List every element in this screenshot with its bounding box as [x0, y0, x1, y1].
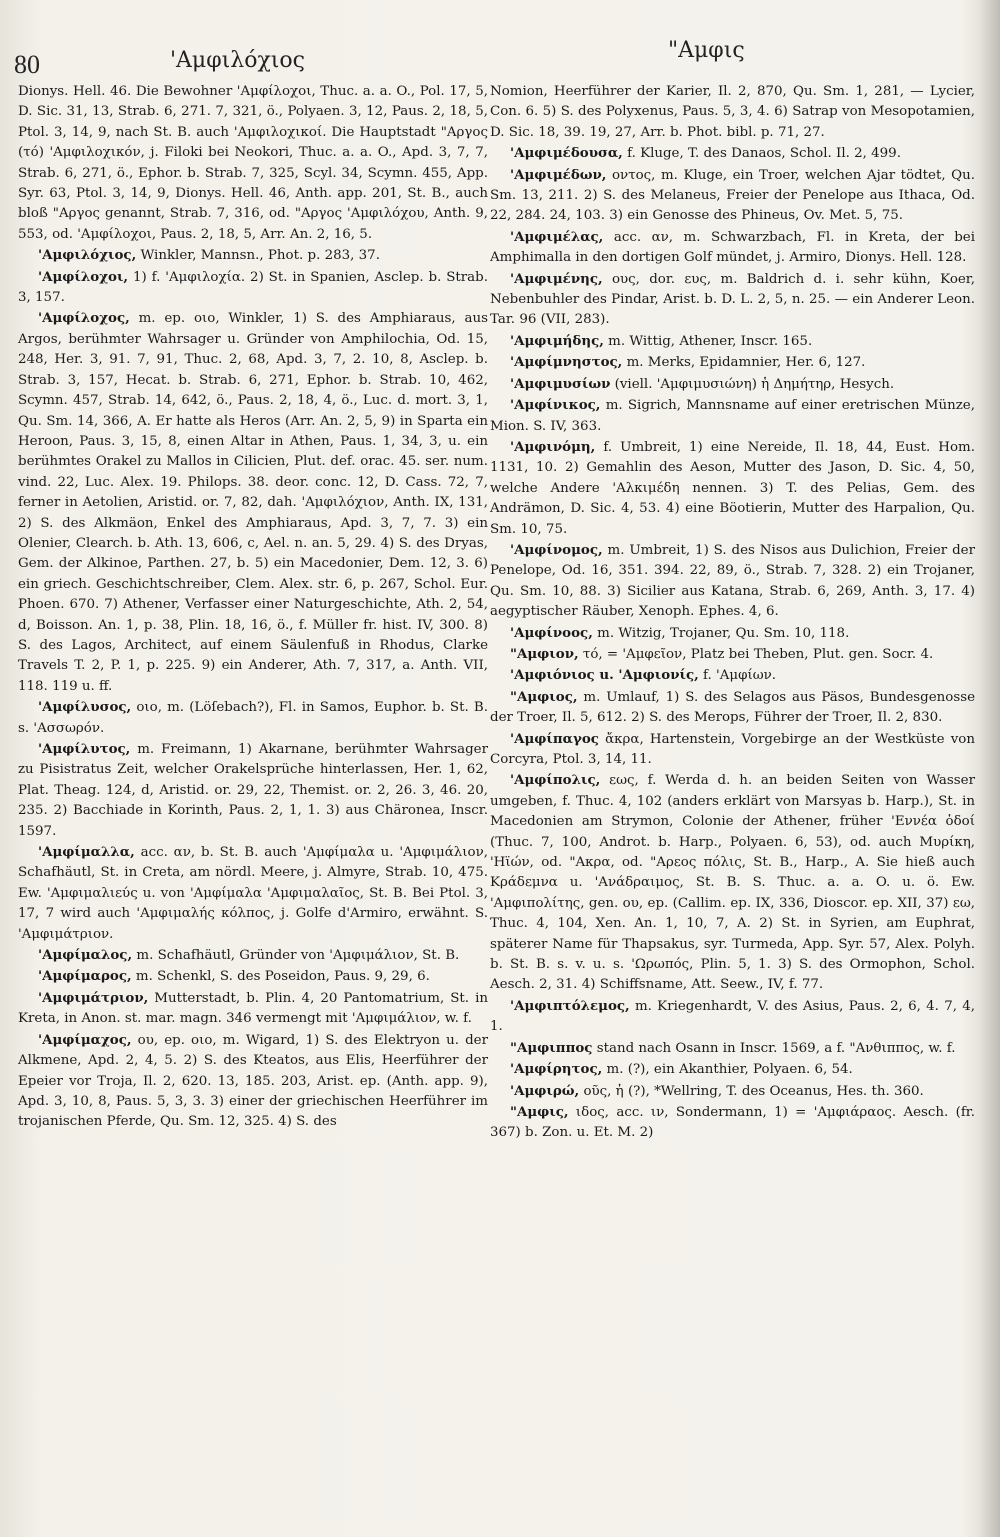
entry-body: m. Kriegenhardt, V. des Asius, Paus. 2, 6, 4. 7, 4, 1.: [490, 998, 975, 1035]
entry-headword: "Αμφις,: [510, 1103, 569, 1120]
entry-headword: 'Αμφίνομος,: [510, 541, 603, 558]
entry-body: οῦς, ἡ (?), *Wellring, T. des Oceanus, Hes. th. 360.: [579, 1083, 924, 1099]
entry-body: m. Witzig, Trojaner, Qu. Sm. 10, 118.: [592, 625, 850, 641]
page-number: 80: [14, 50, 40, 79]
entry-headword: 'Αμφίνοος,: [510, 624, 593, 641]
entry-body: Winkler, Mannsn., Phot. p. 283, 37.: [136, 248, 380, 264]
dictionary-entry: [18, 697, 488, 739]
dictionary-entry: [490, 227, 975, 269]
dictionary-entry: [18, 308, 488, 697]
entry-headword: 'Αμφίνικος,: [510, 397, 601, 414]
entry-headword: 'Αμφιλόχιος,: [38, 247, 137, 264]
dictionary-entry: [490, 1038, 975, 1059]
entry-headword: 'Αμφιόνιος u. 'Αμφιονίς,: [510, 667, 699, 684]
dictionary-entry: [18, 82, 488, 245]
dictionary-entry: [18, 988, 488, 1030]
entry-body: 1) f. 'Αμφιλοχία. 2) St. in Spanien, Asclep. b. Strab. 3, 157.: [18, 269, 488, 306]
entry-headword: 'Αμφιμέδουσα,: [510, 145, 623, 162]
entry-headword: 'Αμφίμαχος,: [38, 1031, 132, 1048]
entry-body: Nomion, Heerführer der Karier, Il. 2, 870, Qu. Sm. 1, 281, — Lycier, Con. 6. 5) S. des Polyxenus, Paus. 5, 3, 4. 6) Satrap von Mesopotamien, D. Sic. 18, 39. 19, 27, Arr. b. Phot. bibl. p. 71, 27.: [490, 84, 975, 140]
dictionary-entry: [490, 1102, 975, 1144]
entry-headword: "Αμφιον,: [510, 645, 579, 662]
entry-body: ἄκρα, Hartenstein, Vorgebirge an der Westküste von Corcyra, Ptol. 3, 14, 11.: [490, 731, 975, 767]
entry-body: τό, = 'Αμφεῖον, Platz bei Theben, Plut. gen. Socr. 4.: [578, 646, 934, 662]
entry-headword: 'Αμφίλυτος,: [38, 741, 131, 757]
dictionary-entry: [490, 395, 975, 437]
entry-headword: 'Αμφίρητος,: [510, 1061, 603, 1078]
entry-body: (viell. 'Αμφιμυσιώνη) ἡ Δημήτηρ, Hesych.: [610, 376, 895, 392]
entry-body: m. Schenkl, S. des Poseidon, Paus. 9, 29, 6.: [131, 969, 430, 985]
entry-body: ου, ep. οιο, m. Wigard, 1) S. des Elektryon u. der Alkmene, Apd. 2, 4, 5. 2) S. des Kteatos, aus Elis, Heerführer der Epeier vor Troja, Il. 2, 620. 13, 185. 203, Arist. ep. (Anth. app. 9), Apd. 3, 10, 8, Paus. 5, 3, 3. 3) einer der griechischen Heerführer im trojanischen Pferde, Qu. Sm. 12, 325. 4) S. des: [18, 1032, 488, 1130]
entry-headword: 'Αμφίμαλλα,: [38, 844, 135, 861]
dictionary-entry: [490, 1081, 975, 1102]
entry-body: m. Merks, Epidamnier, Her. 6, 127.: [622, 355, 866, 371]
dictionary-entry: [18, 739, 488, 842]
entry-body: m. (?), ein Akanthier, Polyaen. 6, 54.: [602, 1062, 853, 1078]
entry-body: ους, dor. ευς, m. Baldrich d. i. sehr kühn, Koer, Nebenbuhler des Pindar, Arist. b. D. L. 2, 5, n. 25. — ein Anderer Leon. Tar. 96 (VII, 283).: [490, 271, 975, 328]
dictionary-entry: [490, 165, 975, 227]
entry-body: f. 'Αμφίων.: [698, 668, 777, 684]
entry-body: f. Kluge, T. des Danaos, Schol. Il. 2, 499.: [622, 146, 901, 162]
entry-headword: 'Αμφιμυσίων: [510, 375, 611, 392]
dictionary-entry: [490, 729, 975, 771]
entry-body: ιδος, acc. ιν, Sondermann, 1) = 'Αμφιάραος. Aesch. (fr. 367) b. Zon. u. Et. M. 2): [490, 1104, 975, 1141]
entry-body: m. Schafhäutl, Gründer von 'Αμφιμάλιον, St. B.: [132, 948, 460, 964]
dictionary-entry: [490, 352, 975, 373]
dictionary-entry: [490, 644, 975, 665]
entry-body: m. Umlauf, 1) S. des Selagos aus Päsos, Bundesgenosse der Troer, Il. 5, 612. 2) S. des Merops, Führer der Troer, Il. 2, 830.: [490, 689, 975, 726]
dictionary-entry: [490, 269, 975, 331]
entry-headword: 'Αμφιρώ,: [510, 1082, 580, 1099]
left-column: [18, 82, 488, 1133]
entry-headword: 'Αμφίλοχοι,: [38, 268, 129, 285]
entry-headword: 'Αμφίπαγος: [510, 730, 599, 747]
entry-headword: 'Αμφίμνηστος,: [510, 354, 623, 371]
entry-headword: 'Αμφίλοχος,: [38, 310, 130, 327]
entry-headword: 'Αμφιμέλας,: [510, 228, 604, 245]
entry-body: stand nach Osann in Inscr. 1569, a f. "Ανθιππος, w. f.: [592, 1040, 956, 1056]
entry-headword: 'Αμφιμάτριον,: [38, 989, 149, 1006]
dictionary-entry: [490, 331, 975, 352]
dictionary-entry: [490, 623, 975, 644]
dictionary-entry: [490, 143, 975, 164]
running-head-left: 'Αμφιλόχιος: [170, 48, 305, 73]
entry-body: m. Sigrich, Mannsname auf einer eretrischen Münze, Mion. S. IV, 363.: [490, 398, 975, 434]
dictionary-entry: [18, 1030, 488, 1133]
entry-headword: 'Αμφίπολις,: [510, 772, 601, 789]
dictionary-entry: [18, 267, 488, 309]
running-head-right: "Αμφις: [668, 38, 745, 63]
dictionary-entry: [18, 966, 488, 987]
dictionary-entry: [490, 770, 975, 995]
dictionary-entry: [490, 687, 975, 729]
entry-body: acc. αν, b. St. B. auch 'Αμφίμαλα u. 'Αμφιμάλιον, Schafhäutl, St. in Creta, am nördl. Meere, j. Almyre, Strab. 10, 475. Ew. 'Αμφιμαλιεύς u. von 'Αμφίμαλα 'Αμφιμαλαῖος, St. B. Bei Ptol. 3, 17, 7 wird auch 'Αμφιμαλής κόλπος, j. Golfe d'Armiro, erwähnt. S. 'Αμφιμάτριον.: [18, 845, 488, 942]
dictionary-entry: [18, 945, 488, 966]
entry-headword: 'Αμφιπτόλεμος,: [510, 997, 630, 1014]
entry-body: m. ep. οιο, Winkler, 1) S. des Amphiaraus, aus Argos, berühmter Wahrsager u. Gründer von Amphilochia, Od. 15, 248, Her. 3, 91. 7, 91, Thuc. 2, 68, Apd. 3, 7, 2. 10, 8, Asclep. b. Strab. 3, 157, Hecat. b. Strab. 6, 271, Ephor. b. Strab. 10, 462, Scymn. 457, Strab. 14, 642, ö., Paus. 2, 18, 4, ö., Luc. d. mort. 3, 1, Qu. Sm. 14, 366, A. Er hatte als Heros (Arr. An. 2, 5, 9) in Sparta ein Heroon, Paus. 3, 15, 8, einen Altar in Athen, Paus. 1, 34, 3, u. ein berühmtes Orakel zu Mallos in Cilicien, Plut. def. orac. 45. ser. num. vind. 22, Luc. Alex. 19. Philops. 38. deor. conc. 12, D. Cass. 72, 7, ferner in Aetolien, Aristid. or. 7, 82, dah. 'Αμφιλόχιον, Anth. IX, 131, 2) S. des Alkmäon, Enkel des Amphiaraus, Apd. 3, 7, 7. 3) ein Olenier, Clearch. b. Ath. 13, 606, c, Ael. n. an. 5, 29. 4) S. des Dryas, Gem. der Alkinoe, Parthen. 27, b. 5) ein Macedonier, Dem. 12, 3. 6) ein griech. Geschichtschreiber, Clem. Alex. str. 6, p. 267, Schol. Eur. Phoen. 670. 7) Athener, Verfasser einer Naturgeschichte, Ath. 2, 54, d, Boisson. An. 1, p. 38, Plin. 18, 16, ö., f. Müller fr. hist. IV, 300. 8) S. des Lagos, Architect, auf einem Säulenfuß in Rhodus, Clarke Travels T. 2, P. 1, p. 225. 9) ein Anderer, Ath. 7, 317, a. Anth. VII, 118. 119 u. ff.: [18, 311, 488, 694]
entry-body: οντος, m. Kluge, ein Troer, welchen Ajar tödtet, Qu. Sm. 13, 211. 2) S. des Melaneus, Freier der Penelope aus Ithaca, Od. 22, 284. 24, 103. 3) ein Genosse des Phineus, Ov. Met. 5, 75.: [490, 167, 975, 224]
entry-body: Mutterstadt, b. Plin. 4, 20 Pantomatrium, St. in Kreta, in Anon. st. mar. magn. 346 vermengt mit 'Αμφιμάλιον, w. f.: [18, 990, 488, 1027]
entry-headword: 'Αμφιμένης,: [510, 270, 603, 287]
entry-headword: 'Αμφιμήδης,: [510, 332, 604, 349]
dictionary-entry: [490, 1059, 975, 1080]
entry-body: m. Umbreit, 1) S. des Nisos aus Dulichion, Freier der Penelope, Od. 16, 351. 394. 22, 89, ö., Strab. 7, 328. 2) ein Trojaner, Qu. Sm. 10, 88. 3) Sicilier aus Katana, Strab. 6, 269, Anth. 3, 17. 4) aegyptischer Räuber, Xenoph. Ephes. 4, 6.: [490, 542, 975, 620]
entry-body: acc. αν, m. Schwarzbach, Fl. in Kreta, der bei Amphimalla in den dortigen Golf mündet, j. Armiro, Dionys. Hell. 128.: [490, 229, 975, 266]
entry-headword: "Αμφιππος: [510, 1039, 593, 1056]
entry-body: m. Wittig, Athener, Inscr. 165.: [603, 333, 813, 349]
entry-body: f. Umbreit, 1) eine Nereide, Il. 18, 44, Eust. Hom. 1131, 10. 2) Gemahlin des Aeson, Mutter des Jason, D. Sic. 4, 50, welche Andere 'Αλκιμέδη nennen. 3) T. des Pelias, Gem. des Andrämon, D. Sic. 4, 53. 4) eine Böotierin, Mutter des Harpalion, Qu. Sm. 10, 75.: [490, 439, 975, 537]
right-column: [490, 82, 975, 1144]
entry-body: Dionys. Hell. 46. Die Bewohner 'Αμφίλοχοι, Thuc. a. a. O., Pol. 17, 5, D. Sic. 31, 13, Strab. 6, 271. 7, 321, ö., Polyaen. 3, 12, Paus. 2, 18, 5, Ptol. 3, 14, 9, nach St. B. auch 'Αμφιλοχικοί. Die Hauptstadt "Αργος (τό) 'Αμφιλοχικόν, j. Filoki bei Neokori, Thuc. a. a. O., Apd. 3, 7, 7, Strab. 6, 271, ö., Ephor. b. Strab. 7, 325, Scyl. 34, Scymn. 455, App. Syr. 63, Ptol. 3, 14, 9, Dionys. Hell. 46, Anth. app. 201, St. B., auch bloß "Αργος genannt, Strab. 7, 316, od. "Αργος 'Αμφιλόχου, Anth. 9, 553, od. 'Αμφίλοχοι, Paus. 2, 18, 5, Arr. An. 2, 16, 5.: [18, 84, 488, 242]
entry-headword: 'Αμφίμαλος,: [38, 947, 133, 964]
entry-body: εως, f. Werda d. h. an beiden Seiten von Wasser umgeben, f. Thuc. 4, 102 (anders erklärt von Marsyas b. Harp.), St. in Macedonien am Strymon, Colonie der Athener, früher 'Εννέα ὁδοί (Thuc. 7, 100, Androt. b. Harp., Polyaen. 6, 53), od. auch Μυρίκη, 'Ηϊών, od. "Ακρα, od. "Αρεος πόλις, St. B., Harp., A. Sie hieß auch Κράδεμνα u. 'Ανάδραιμος, St. B. S. Thuc. a. a. O. u. ö. Ew. 'Αμφιπολίτης, gen. ου, ep. (Callim. ep. IX, 336, Dioscor. ep. XII, 37) εω, Thuc. 4, 104, Xen. An. 1, 10, 7, A. 2) St. in Syrien, am Euphrat, späterer Name für Thapsakus, syr. Turmeda, App. Syr. 57, Alex. Polyh. b. St. B. s. v. u. s. 'Ωρωπός, Plin. 5, 1. 3) S. des Ormophon, Schol. Aesch. 2, 31. 4) Schiffsname, Att. Seew., IV, f. 77.: [490, 773, 975, 993]
dictionary-entry: [490, 665, 975, 686]
dictionary-entry: [18, 842, 488, 945]
entry-headword: 'Αμφίμαρος,: [38, 968, 132, 985]
dictionary-entry: [490, 996, 975, 1038]
dictionary-entry: [490, 82, 975, 143]
entry-headword: 'Αμφίλυσος,: [38, 699, 132, 716]
page-edge-shadow: [978, 0, 1000, 1537]
entry-headword: 'Αμφιμέδων,: [510, 166, 607, 183]
dictionary-entry: [490, 374, 975, 395]
dictionary-entry: [18, 245, 488, 266]
dictionary-entry: [490, 540, 975, 623]
dictionary-entry: [490, 437, 975, 540]
entry-body: m. Freimann, 1) Akarnane, berühmter Wahrsager zu Pisistratus Zeit, welcher Orakelsprüche hinterlassen, Her. 1, 62, Plat. Theag. 124, d, Aristid. or. 29, 22, Themist. or. 2, 26. 3, 46. 20, 235. 2) Bacchiade in Korinth, Paus. 2, 1, 1. 3) aus Chäronea, Inscr. 1597.: [18, 742, 488, 839]
entry-body: οιο, m. (Löſebach?), Fl. in Samos, Euphor. b. St. B. s. 'Ασσωρόν.: [18, 700, 488, 736]
entry-headword: 'Αμφινόμη,: [510, 438, 596, 455]
entry-headword: "Αμφιος,: [510, 688, 578, 705]
